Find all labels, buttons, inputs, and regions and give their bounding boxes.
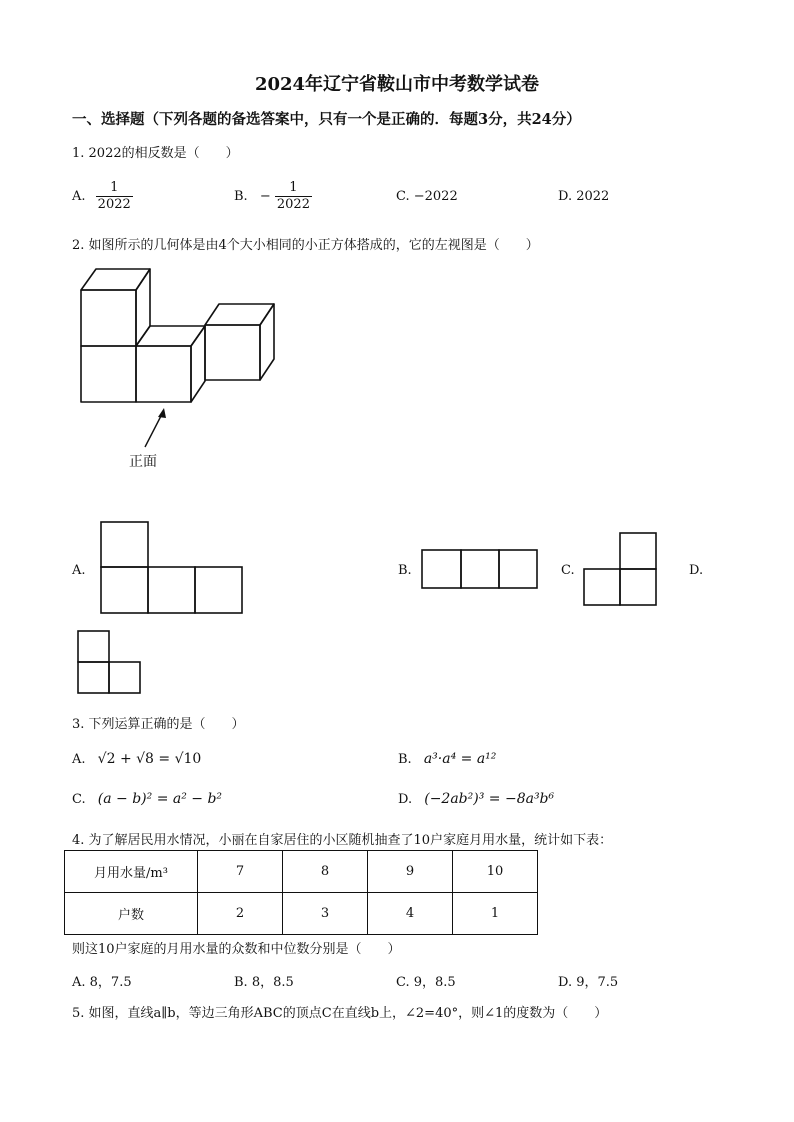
q2-option-d[interactable]: D.	[689, 563, 704, 578]
option-label: B.	[398, 752, 412, 767]
q4-option-c[interactable]: C. 9，8.5	[396, 975, 456, 990]
option-label: D.	[398, 792, 413, 807]
question-5-stem: 5. 如图，直线a∥b，等边三角形ABC的顶点C在直线b上，∠2=40°，则∠1的度数为（ ）	[72, 1006, 608, 1021]
front-arrow	[145, 414, 162, 447]
cube-top	[205, 304, 274, 325]
q1-option-c[interactable]: C. −2022	[396, 189, 458, 204]
table-row	[65, 851, 538, 893]
q1-option-d[interactable]: D. 2022	[558, 189, 610, 204]
table-cell: 8	[283, 851, 368, 893]
q3-option-b[interactable]	[398, 751, 496, 767]
front-label: 正面	[129, 454, 157, 470]
cube-side	[136, 269, 150, 346]
option-a-view	[101, 522, 242, 613]
option-d-view	[78, 631, 140, 693]
question-2-stem: 2. 如图所示的几何体是由4个大小相同的小正方体搭成的，它的左视图是（ ）	[72, 238, 539, 253]
cube-face	[136, 346, 191, 402]
question-3-stem: 3. 下列运算正确的是（ ）	[72, 717, 245, 732]
water-usage-table	[64, 850, 538, 935]
q2-option-a[interactable]: A.	[72, 563, 86, 578]
denominator: 2022	[276, 197, 310, 212]
option-label: C.	[72, 792, 86, 807]
q3-option-c[interactable]	[72, 791, 222, 807]
section-heading: 一、选择题（下列各题的备选答案中，只有一个是正确的．每题3分，共24分）	[72, 111, 581, 128]
table-cell: 3	[283, 893, 368, 935]
cube-side	[191, 326, 205, 402]
math-expression: (−2ab²)³ = −8a³b⁶	[424, 791, 555, 807]
q3-option-d[interactable]	[398, 791, 554, 807]
option-b-view	[422, 550, 537, 588]
q4-option-b[interactable]: B. 8，8.5	[234, 975, 294, 990]
cube-face	[81, 346, 136, 402]
numerator: 1	[289, 180, 298, 195]
table-cell: 9	[368, 851, 453, 893]
cube-side	[260, 304, 274, 380]
denominator: 2022	[97, 197, 131, 212]
math-expression: (a − b)² = a² − b²	[97, 791, 223, 807]
cube-top	[136, 326, 205, 346]
table-cell: 户数	[65, 893, 198, 935]
option-label: A.	[72, 752, 86, 767]
q4-option-a[interactable]: A. 8，7.5	[72, 975, 132, 990]
math-expression: a³·a⁴ = a¹²	[423, 751, 497, 767]
q2-option-c[interactable]: C.	[561, 563, 575, 578]
q2-option-b[interactable]: B.	[398, 563, 412, 578]
table-cell: 4	[368, 893, 453, 935]
table-cell: 月用水量/m³	[65, 851, 198, 893]
math-expression: √2 + √8 = √10	[97, 751, 202, 767]
table-cell: 1	[453, 893, 538, 935]
question-1-stem: 1. 2022的相反数是（ ）	[72, 146, 239, 161]
table-cell: 2	[198, 893, 283, 935]
q4-option-d[interactable]: D. 9，7.5	[558, 975, 619, 990]
question-4-stem: 4. 为了解居民用水情况，小丽在自家居住的小区随机抽查了10户家庭月用水量，统计如下表：	[72, 833, 613, 848]
arrow-head	[158, 408, 166, 418]
question-4-followup: 则这10户家庭的月用水量的众数和中位数分别是（ ）	[72, 942, 401, 957]
table-cell: 10	[453, 851, 538, 893]
table-row	[65, 893, 538, 935]
page-title: 2024年辽宁省鞍山市中考数学试卷	[254, 74, 540, 95]
option-label: B.	[234, 189, 248, 204]
cube-top	[81, 269, 150, 290]
numerator: 1	[110, 180, 119, 195]
cube-face	[81, 290, 136, 346]
q3-option-a[interactable]	[72, 751, 201, 767]
cube-face	[205, 325, 260, 380]
table-cell: 7	[198, 851, 283, 893]
option-c-view	[584, 533, 656, 605]
option-label: A.	[72, 189, 86, 204]
minus-sign: −	[259, 189, 271, 204]
